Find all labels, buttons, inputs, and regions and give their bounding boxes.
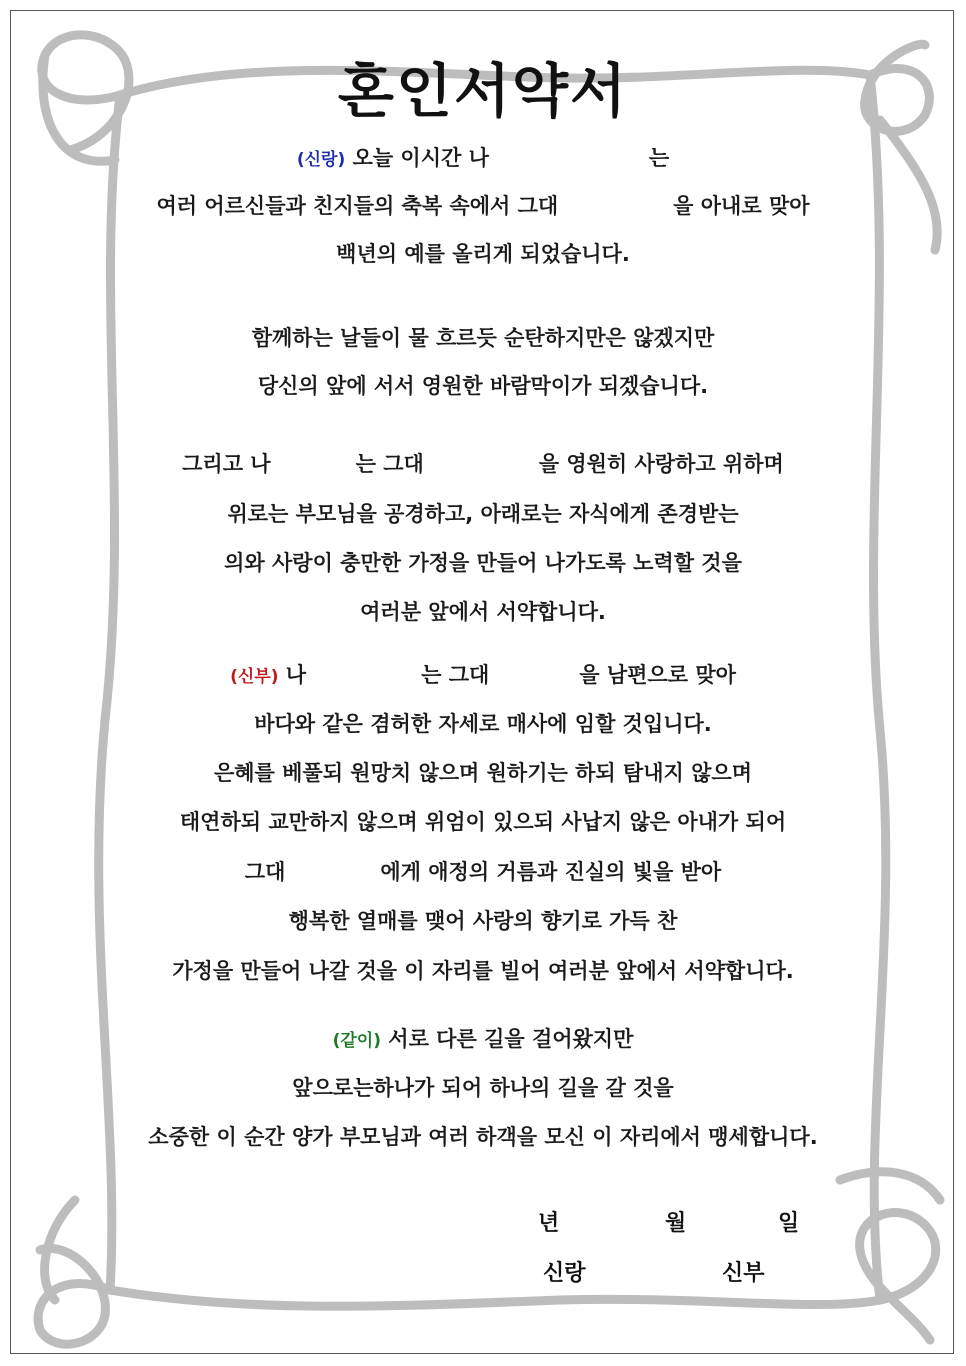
groom-line-6-b: 는 그대 <box>355 452 424 476</box>
bride-line-1-c: 을 남편으로 맞아 <box>579 663 736 687</box>
date-day-label: 일 <box>778 1211 800 1236</box>
groom-line-6 <box>0 448 966 478</box>
groom-signature-label: 신랑 <box>543 1261 586 1286</box>
bride-line-1 <box>0 659 966 689</box>
together-tag: (같이) <box>332 1031 381 1051</box>
document-title: 혼인서약서 <box>337 57 629 125</box>
groom-line-2-b: 을 아내로 맞아 <box>673 194 810 218</box>
bride-line-3: 은혜를 베풀되 원망치 않으며 원하기는 하되 탐내지 않으며 <box>213 761 753 785</box>
together-line-2: 앞으로는하나가 되어 하나의 길을 갈 것을 <box>292 1076 674 1100</box>
bride-line-7: 가정을 만들어 나갈 것을 이 자리를 빌어 여러분 앞에서 서약합니다. <box>172 959 794 983</box>
groom-line-1-a: 오늘 이시간 나 <box>352 146 489 170</box>
bride-line-5 <box>0 856 966 886</box>
groom-line-1-b: 는 <box>648 146 670 170</box>
bride-tag: (신부) <box>230 667 279 687</box>
groom-line-4: 함께하는 날들이 물 흐르듯 순탄하지만은 않겠지만 <box>251 326 715 350</box>
groom-line-2 <box>0 190 966 220</box>
bride-signature-label: 신부 <box>722 1261 765 1286</box>
together-line-1-text: 서로 다른 길을 걸어왔지만 <box>388 1027 634 1051</box>
bride-line-2: 바다와 같은 겸허한 자세로 매사에 임할 것입니다. <box>254 712 712 736</box>
together-line-1 <box>0 1023 966 1053</box>
together-line-3: 소중한 이 순간 양가 부모님과 여러 하객을 모신 이 자리에서 맹세합니다. <box>148 1125 818 1149</box>
groom-line-9: 여러분 앞에서 서약합니다. <box>360 600 606 624</box>
bride-line-4: 태연하되 교만하지 않으며 위엄이 있으되 사납지 않은 아내가 되어 <box>179 810 787 834</box>
bride-line-6: 행복한 열매를 맺어 사랑의 향기로 가득 찬 <box>288 909 678 933</box>
groom-line-7: 위로는 부모님을 공경하고, 아래로는 자식에게 존경받는 <box>227 502 739 526</box>
date-year-label: 년 <box>538 1211 560 1236</box>
bride-line-5-b: 에게 애정의 거름과 진실의 빛을 받아 <box>380 860 722 884</box>
groom-line-6-a: 그리고 나 <box>182 452 271 476</box>
groom-line-1 <box>0 142 966 172</box>
bride-line-1-a: 나 <box>285 663 307 687</box>
groom-tag: (신랑) <box>296 150 346 170</box>
groom-line-8: 의와 사랑이 충만한 가정을 만들어 나가도록 노력할 것을 <box>224 551 742 575</box>
groom-line-5: 당신의 앞에 서서 영원한 바람막이가 되겠습니다. <box>257 374 709 398</box>
date-month-label: 월 <box>665 1211 687 1236</box>
groom-line-6-c: 을 영원히 사랑하고 위하며 <box>538 452 784 476</box>
bride-line-1-b: 는 그대 <box>421 663 490 687</box>
bride-line-5-a: 그대 <box>244 860 286 884</box>
groom-line-3: 백년의 예를 올리게 되었습니다. <box>336 242 630 266</box>
groom-line-2-a: 여러 어르신들과 친지들의 축복 속에서 그대 <box>156 194 559 218</box>
